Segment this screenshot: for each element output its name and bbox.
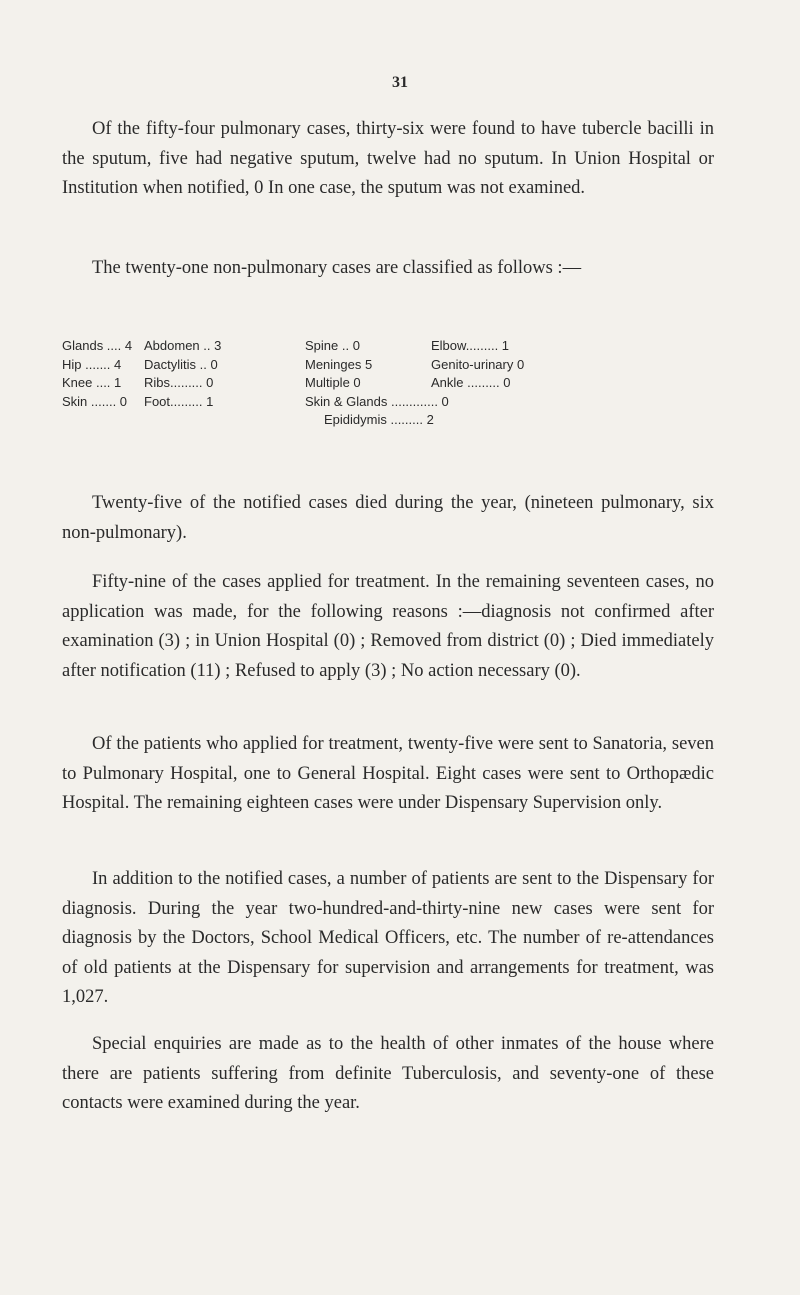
table-cell: Ankle ......... 0: [431, 375, 511, 390]
table-cell: Spine .. 0: [305, 338, 360, 353]
table-row: [62, 393, 722, 412]
table-cell: Elbow......... 1: [431, 338, 510, 353]
table-cell: Ribs......... 0: [144, 375, 214, 390]
paragraph-sputum-results: Of the fifty-four pulmonary cases, thirty-six were found to have tubercle bacilli in the sputum, five had negative sputum, twelve had no sputum. In Union Hospital or Institution when notified, 0 In one case, the sputum was not examined.: [62, 119, 714, 198]
paragraph-treatment-destinations: Of the patients who applied for treatment, twenty-five were sent to Sanatoria, seven to Pulmonary Hospital, one to General Hospital. Eight cases were sent to Orthopædic Hospital. The remaining eighteen cases were under Dispensary Supervision only.: [62, 734, 714, 813]
table-cell: Genito-urinary 0: [431, 356, 525, 372]
table-cell: Dactylitis .. 0: [144, 356, 218, 372]
table-cell: Knee .... 1: [62, 375, 122, 390]
table-row: [62, 356, 722, 375]
table-cell: Multiple 0: [305, 375, 361, 390]
table-cell: Foot......... 1: [144, 393, 214, 409]
paragraph-deaths: Twenty-five of the notified cases died during the year, (nineteen pulmonary, six non-pulmonary).: [62, 493, 714, 543]
table-cell: Epididymis ......... 2: [324, 412, 434, 427]
paragraph-treatment-applications: Fifty-nine of the cases applied for treatment. In the remaining seventeen cases, no application was made, for the following reasons :—diagnosis not confirmed after examination (3) ; in Union Hospital (0) ; Removed from district (0) ; Died immediately after notification (11) ; Refused to apply (3) ; No action necessary (0).: [62, 572, 714, 681]
paragraph-contacts: Special enquiries are made as to the health of other inmates of the house where there are patients suffering from definite Tuberculosis, and seventy-one of these contacts were examined during the year.: [62, 1034, 714, 1113]
paragraph-dispensary-diagnosis: In addition to the notified cases, a number of patients are sent to the Dispensary for diagnosis. During the year two-hundred-and-thirty-nine new cases were sent for diagnosis by the Doctors, School Medical Officers, etc. The number of re-attendances of old patients at the Dispensary for supervision and arrangements for treatment, was 1,027.: [62, 869, 714, 1007]
table-cell: Skin & Glands ............. 0: [305, 393, 449, 409]
non-pulmonary-classification-table: [62, 337, 722, 430]
table-cell: Skin ....... 0: [62, 393, 128, 409]
paragraph-non-pulmonary-intro: The twenty-one non-pulmonary cases are classified as follows :—: [92, 258, 582, 278]
table-cell: Glands .... 4: [62, 338, 133, 353]
table-row: [62, 337, 722, 356]
table-row: [62, 411, 722, 430]
table-cell: Abdomen .. 3: [144, 338, 222, 353]
page-number: 31: [392, 74, 408, 91]
table-row: [62, 374, 722, 393]
table-cell: Hip ....... 4: [62, 356, 122, 372]
table-cell: Meninges 5: [305, 356, 373, 372]
